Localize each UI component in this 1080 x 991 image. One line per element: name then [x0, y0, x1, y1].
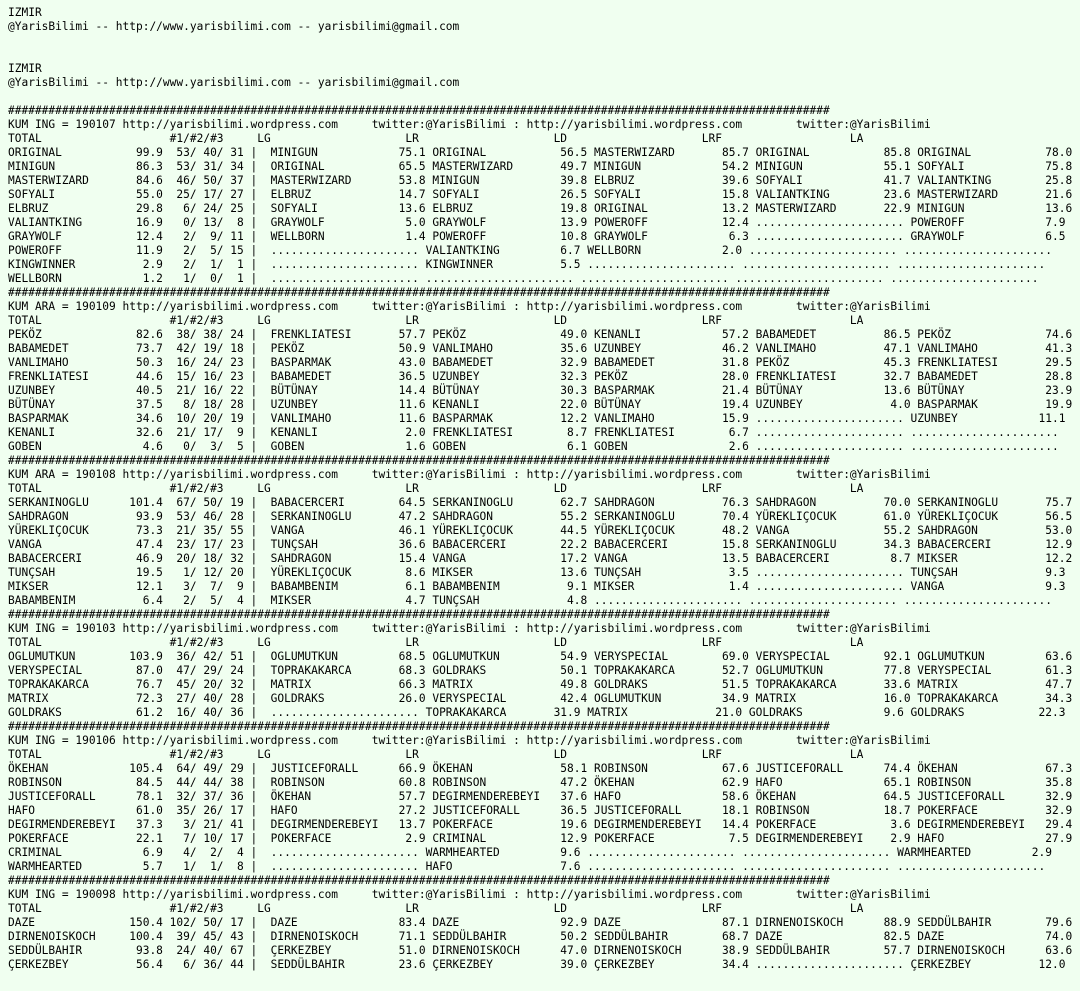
- separator-line: ##########################################################################################################################: [8, 454, 830, 467]
- table-row: VERYSPECIAL 87.0 47/ 29/ 24 | TOPRAKAKARCA 68.3 GOLDRAKS 50.1 TOPRAKAKARCA 52.7 OGLUMUTKUN 77.8 VERYSPECIAL 61.3: [8, 664, 1073, 677]
- race-title: KUM ING = 190107 http://yarisbilimi.wordpress.com twitter:@YarisBilimi : http://yarisbilimi.wordpress.com twitter:@YarisBilimi: [8, 118, 931, 131]
- table-row: GRAYWOLF 12.4 2/ 9/ 11 | WELLBORN 1.4 POWEROFF 10.8 GRAYWOLF 6.3 ...................... GRAYWOLF 6.5: [8, 230, 1066, 243]
- separator-line: ##########################################################################################################################: [8, 286, 830, 299]
- table-row: BÜTÜNAY 37.5 8/ 18/ 28 | UZUNBEY 11.6 KENANLI 22.0 BÜTÜNAY 19.4 UZUNBEY 4.0 BASPARMAK 19.9: [8, 398, 1073, 411]
- table-row: VANLIMAHO 50.3 16/ 24/ 23 | BASPARMAK 43.0 BABAMEDET 32.9 BABAMEDET 31.8 PEKÖZ 45.3 FRENKLIATESI 29.5: [8, 356, 1073, 369]
- table-row: POWEROFF 11.9 2/ 5/ 15 | ...................... VALIANTKING 6.7 WELLBORN 2.0 ...................... ......................: [8, 244, 1052, 257]
- table-row: WELLBORN 1.2 1/ 0/ 1 | ...................... ...................... ...................... ...................... ......................: [8, 272, 1039, 285]
- table-row: TOPRAKAKARCA 76.7 45/ 20/ 32 | MATRIX 66.3 MATRIX 49.8 GOLDRAKS 51.5 TOPRAKAKARCA 33.6 MATRIX 47.7: [8, 678, 1073, 691]
- table-row: ROBINSON 84.5 44/ 44/ 38 | ROBINSON 60.8 ROBINSON 47.2 ÖKEHAN 62.9 HAFO 65.1 ROBINSON 35.8: [8, 776, 1073, 789]
- table-row: GOBEN 4.6 0/ 3/ 5 | GOBEN 1.6 GOBEN 6.1 GOBEN 2.6 ...................... ......................: [8, 440, 1059, 453]
- table-row: DAZE 150.4 102/ 50/ 17 | DAZE 83.4 DAZE 92.9 DAZE 87.1 DIRNENOISKOCH 88.9 SEDDÜLBAHIR 79.6: [8, 916, 1073, 929]
- header-contact: @YarisBilimi -- http://www.yarisbilimi.com -- yarisbilimi@gmail.com: [8, 20, 460, 33]
- table-row: SEDDÜLBAHIR 93.8 24/ 40/ 67 | ÇERKEZBEY 51.0 DIRNENOISKOCH 47.0 DIRNENOISKOCH 38.9 SEDDÜLBAHIR 57.7 DIRNENOISKOCH 63.6: [8, 944, 1073, 957]
- separator-line: ##########################################################################################################################: [8, 608, 830, 621]
- table-row: UZUNBEY 40.5 21/ 16/ 22 | BÜTÜNAY 14.4 BÜTÜNAY 30.3 BASPARMAK 21.4 BÜTÜNAY 13.6 BÜTÜNAY 23.9: [8, 384, 1073, 397]
- table-row: HAFO 61.0 35/ 26/ 17 | HAFO 27.2 JUSTICEFORALL 36.5 JUSTICEFORALL 18.1 ROBINSON 18.7 POKERFACE 32.9: [8, 804, 1073, 817]
- table-row: WARMHEARTED 5.7 1/ 1/ 8 | ...................... HAFO 7.6 ...................... ...................... ......................: [8, 860, 1046, 873]
- separator-line: ##########################################################################################################################: [8, 720, 830, 733]
- table-row: VALIANTKING 16.9 0/ 13/ 8 | GRAYWOLF 5.0 GRAYWOLF 13.9 POWEROFF 12.4 ...................... POWEROFF 7.9: [8, 216, 1066, 229]
- table-row: GOLDRAKS 61.2 16/ 40/ 36 | ...................... TOPRAKAKARCA 31.9 MATRIX 21.0 GOLDRAKS 9.6 GOLDRAKS 22.3: [8, 706, 1066, 719]
- column-header: TOTAL #1/#2/#3 LG LR LD LRF LA: [8, 482, 864, 495]
- column-header: TOTAL #1/#2/#3 LG LR LD LRF LA: [8, 636, 864, 649]
- table-row: POKERFACE 22.1 7/ 10/ 17 | POKERFACE 2.9 CRIMINAL 12.9 POKERFACE 7.5 DEGIRMENDEREBEYI 2.9 HAFO 27.9: [8, 832, 1073, 845]
- race-title: KUM ING = 190103 http://yarisbilimi.wordpress.com twitter:@YarisBilimi : http://yarisbilimi.wordpress.com twitter:@YarisBilimi: [8, 622, 931, 635]
- separator-line: ##########################################################################################################################: [8, 874, 830, 887]
- table-row: KENANLI 32.6 21/ 17/ 9 | KENANLI 2.0 FRENKLIATESI 8.7 FRENKLIATESI 6.7 ...................... ......................: [8, 426, 1059, 439]
- table-row: SOFYALI 55.0 25/ 17/ 27 | ELBRUZ 14.7 SOFYALI 26.5 SOFYALI 15.8 VALIANTKING 23.6 MASTERWIZARD 21.6: [8, 188, 1073, 201]
- table-row: MASTERWIZARD 84.6 46/ 50/ 37 | MASTERWIZARD 53.8 MINIGUN 39.8 ELBRUZ 39.6 SOFYALI 41.7 VALIANTKING 25.8: [8, 174, 1073, 187]
- table-row: KINGWINNER 2.9 2/ 1/ 1 | ...................... KINGWINNER 5.5 ...................... ...................... ......................: [8, 258, 1046, 271]
- table-row: JUSTICEFORALL 78.1 32/ 37/ 36 | ÖKEHAN 57.7 DEGIRMENDEREBEYI 37.6 HAFO 58.6 ÖKEHAN 64.5 JUSTICEFORALL 32.9: [8, 790, 1073, 803]
- table-row: VANGA 47.4 23/ 17/ 23 | TUNÇSAH 36.6 BABACERCERI 22.2 BABACERCERI 15.8 SERKANINOGLU 34.3 BABACERCERI 12.9: [8, 538, 1073, 551]
- table-row: BABAMEDET 73.7 42/ 19/ 18 | PEKÖZ 50.9 VANLIMAHO 35.6 UZUNBEY 46.2 VANLIMAHO 47.1 VANLIMAHO 41.3: [8, 342, 1073, 355]
- separator-line: ##########################################################################################################################: [8, 104, 830, 117]
- table-row: CRIMINAL 6.9 4/ 2/ 4 | ...................... WARMHEARTED 9.6 ...................... ...................... WARMHEARTED 2.9: [8, 846, 1052, 859]
- table-row: SAHDRAGON 93.9 53/ 46/ 28 | SERKANINOGLU 47.2 SAHDRAGON 55.2 SERKANINOGLU 70.4 YÜREKLIÇOCUK 61.0 YÜREKLIÇOCUK 56.5: [8, 510, 1073, 523]
- table-row: PEKÖZ 82.6 38/ 38/ 24 | FRENKLIATESI 57.7 PEKÖZ 49.0 KENANLI 57.2 BABAMEDET 86.5 PEKÖZ 74.6: [8, 328, 1073, 341]
- column-header: TOTAL #1/#2/#3 LG LR LD LRF LA: [8, 132, 864, 145]
- table-row: BABACERCERI 46.9 20/ 18/ 32 | SAHDRAGON 15.4 VANGA 17.2 VANGA 13.5 BABACERCERI 8.7 MIKSER 12.2: [8, 552, 1073, 565]
- table-row: ÇERKEZBEY 56.4 6/ 36/ 44 | SEDDÜLBAHIR 23.6 ÇERKEZBEY 39.0 ÇERKEZBEY 34.4 ...................... ÇERKEZBEY 12.0: [8, 958, 1066, 971]
- column-header: TOTAL #1/#2/#3 LG LR LD LRF LA: [8, 748, 864, 761]
- header-contact-repeat: @YarisBilimi -- http://www.yarisbilimi.com -- yarisbilimi@gmail.com: [8, 76, 460, 89]
- table-row: MATRIX 72.3 27/ 40/ 28 | GOLDRAKS 26.0 VERYSPECIAL 42.4 OGLUMUTKUN 34.9 MATRIX 16.0 TOPRAKAKARCA 34.3: [8, 692, 1073, 705]
- table-row: FRENKLIATESI 44.6 15/ 16/ 23 | BABAMEDET 36.5 UZUNBEY 32.3 PEKÖZ 28.0 FRENKLIATESI 32.7 BABAMEDET 28.8: [8, 370, 1073, 383]
- table-row: BASPARMAK 34.6 10/ 20/ 19 | VANLIMAHO 11.6 BASPARMAK 12.2 VANLIMAHO 15.9 ...................... UZUNBEY 11.1: [8, 412, 1066, 425]
- column-header: TOTAL #1/#2/#3 LG LR LD LRF LA: [8, 314, 864, 327]
- table-row: ELBRUZ 29.8 6/ 24/ 25 | SOFYALI 13.6 ELBRUZ 19.8 ORIGINAL 13.2 MASTERWIZARD 22.9 MINIGUN 13.6: [8, 202, 1073, 215]
- table-row: DIRNENOISKOCH 100.4 39/ 45/ 43 | DIRNENOISKOCH 71.1 SEDDÜLBAHIR 50.2 SEDDÜLBAHIR 68.7 DAZE 82.5 DAZE 74.0: [8, 930, 1073, 943]
- table-row: MIKSER 12.1 3/ 7/ 9 | BABAMBENIM 6.1 BABAMBENIM 9.1 MIKSER 1.4 ...................... VANGA 9.3: [8, 580, 1066, 593]
- table-row: SERKANINOGLU 101.4 67/ 50/ 19 | BABACERCERI 64.5 SERKANINOGLU 62.7 SAHDRAGON 76.3 SAHDRAGON 70.0 SERKANINOGLU 75.7: [8, 496, 1073, 509]
- header-city-repeat: IZMIR: [8, 62, 42, 75]
- table-row: MINIGUN 86.3 53/ 31/ 34 | ORIGINAL 65.5 MASTERWIZARD 49.7 MINIGUN 54.2 MINIGUN 55.1 SOFYALI 75.8: [8, 160, 1073, 173]
- table-row: ÖKEHAN 105.4 64/ 49/ 29 | JUSTICEFORALL 66.9 ÖKEHAN 58.1 ROBINSON 67.6 JUSTICEFORALL 74.4 ÖKEHAN 67.3: [8, 762, 1073, 775]
- race-title: KUM ING = 190106 http://yarisbilimi.wordpress.com twitter:@YarisBilimi : http://yarisbilimi.wordpress.com twitter:@YarisBilimi: [8, 734, 931, 747]
- table-row: ORIGINAL 99.9 53/ 40/ 31 | MINIGUN 75.1 ORIGINAL 56.5 MASTERWIZARD 85.7 ORIGINAL 85.8 ORIGINAL 78.0: [8, 146, 1073, 159]
- table-row: TUNÇSAH 19.5 1/ 12/ 20 | YÜREKLIÇOCUK 8.6 MIKSER 13.6 TUNÇSAH 3.5 ...................... TUNÇSAH 9.3: [8, 566, 1066, 579]
- column-header: TOTAL #1/#2/#3 LG LR LD LRF LA: [8, 902, 864, 915]
- race-title: KUM ING = 190098 http://yarisbilimi.wordpress.com twitter:@YarisBilimi : http://yarisbilimi.wordpress.com twitter:@YarisBilimi: [8, 888, 931, 901]
- race-title: KUM ARA = 190109 http://yarisbilimi.wordpress.com twitter:@YarisBilimi : http://yarisbilimi.wordpress.com twitter:@YarisBilimi: [8, 300, 931, 313]
- race-blocks: [8, 104, 1080, 972]
- table-row: BABAMBENIM 6.4 2/ 5/ 4 | MIKSER 4.7 TUNÇSAH 4.8 ...................... ...................... ......................: [8, 594, 1052, 607]
- race-title: KUM ARA = 190108 http://yarisbilimi.wordpress.com twitter:@YarisBilimi : http://yarisbilimi.wordpress.com twitter:@YarisBilimi: [8, 468, 931, 481]
- header-city: IZMIR: [8, 6, 42, 19]
- table-row: DEGIRMENDEREBEYI 37.3 3/ 21/ 41 | DEGIRMENDEREBEYI 13.7 POKERFACE 19.6 DEGIRMENDEREBEYI 14.4 POKERFACE 3.6 DEGIRMENDEREBEYI 29.4: [8, 818, 1073, 831]
- table-row: YÜREKLIÇOCUK 73.3 21/ 35/ 55 | VANGA 46.1 YÜREKLIÇOCUK 44.5 YÜREKLIÇOCUK 48.2 VANGA 55.2 SAHDRAGON 53.0: [8, 524, 1073, 537]
- table-row: OGLUMUTKUN 103.9 36/ 42/ 51 | OGLUMUTKUN 68.5 OGLUMUTKUN 54.9 VERYSPECIAL 69.0 VERYSPECIAL 92.1 OGLUMUTKUN 63.6: [8, 650, 1073, 663]
